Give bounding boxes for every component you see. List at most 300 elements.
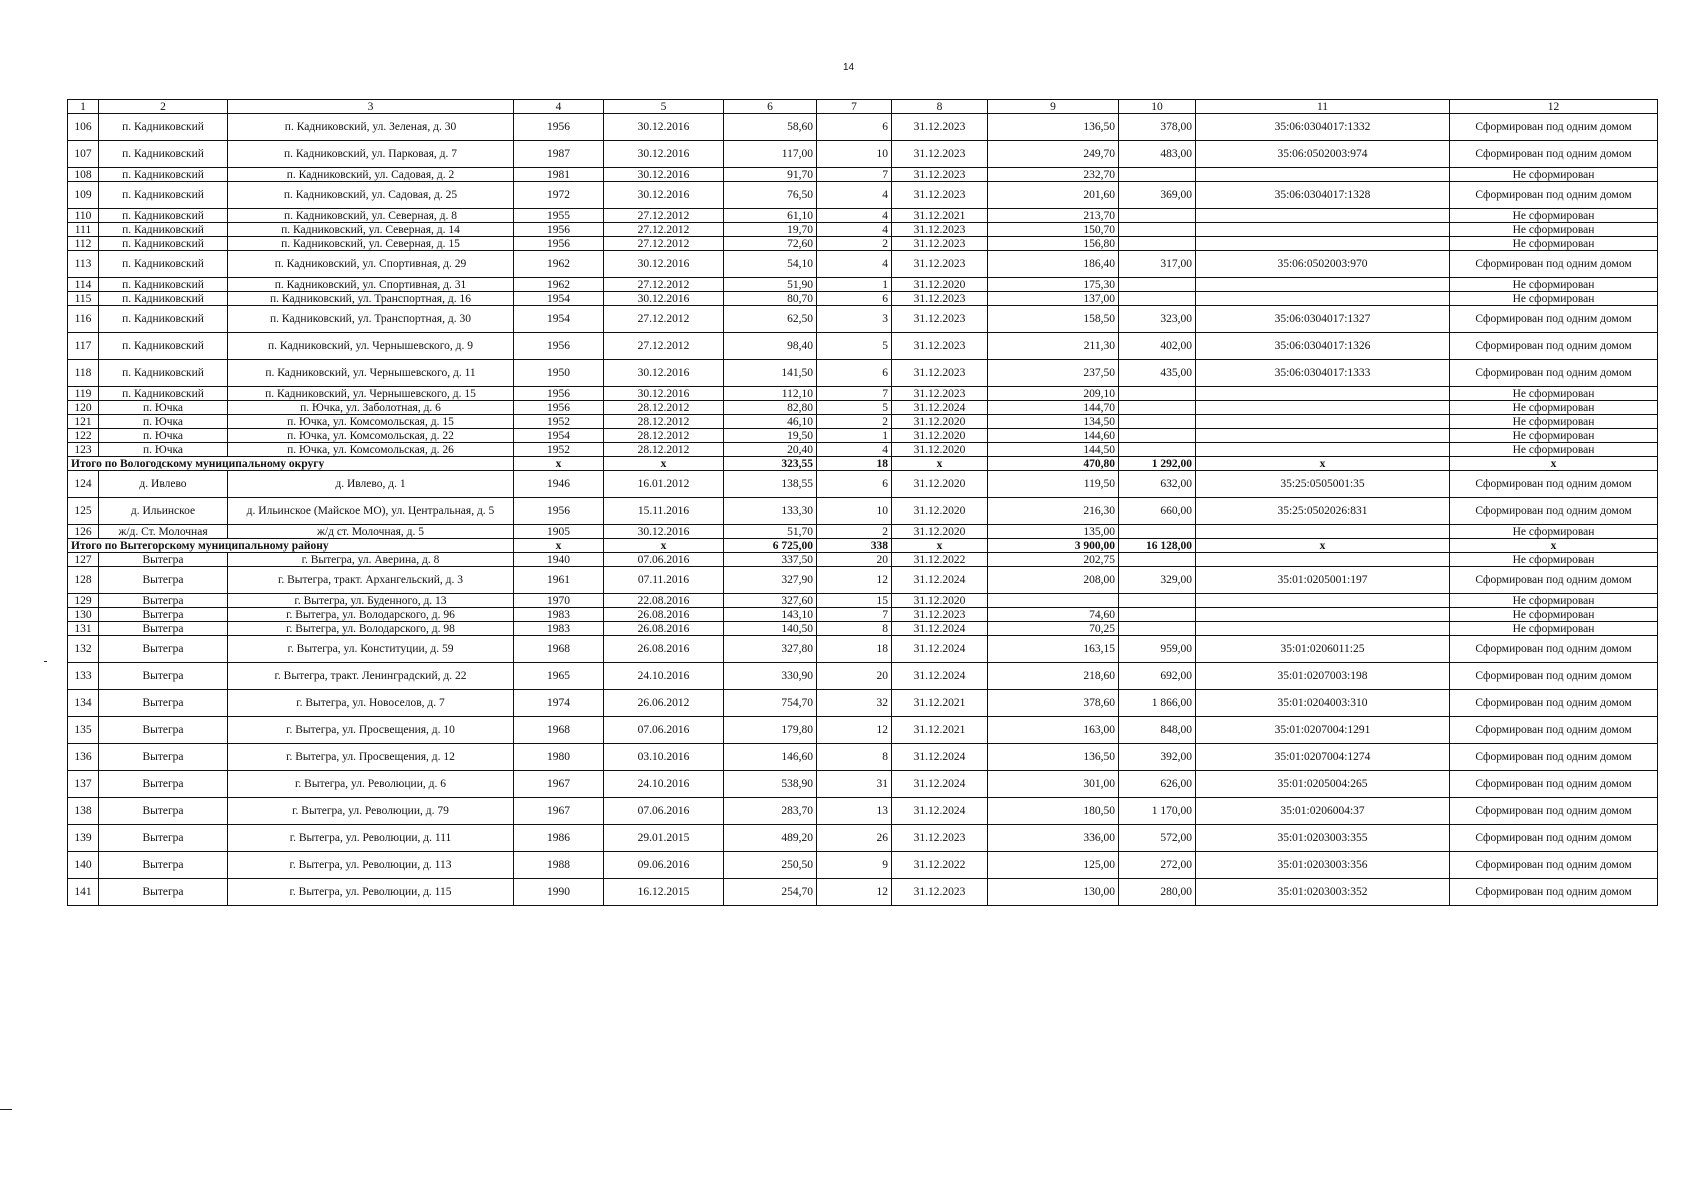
cell-build-year: 1946 (514, 471, 604, 498)
table-row (68, 825, 1658, 852)
table-row (68, 498, 1658, 525)
cell-plot-area (1119, 292, 1196, 306)
cell-row-number: 140 (68, 852, 99, 879)
cell-land-area: 136,50 (988, 744, 1119, 771)
cell-recognition-date: 26.08.2016 (604, 636, 724, 663)
cell-settlement: Вытегра (99, 852, 228, 879)
table-row (68, 209, 1658, 223)
cell-land-area: 125,00 (988, 852, 1119, 879)
cell-area: 62,50 (724, 306, 817, 333)
cell-recognition-date: 16.12.2015 (604, 879, 724, 906)
subtotal-cell-residents: 338 (817, 539, 892, 553)
cell-row-number: 133 (68, 663, 99, 690)
cell-row-number: 139 (68, 825, 99, 852)
cell-settlement: Вытегра (99, 553, 228, 567)
scan-mark (44, 661, 47, 662)
cell-residents: 10 (817, 141, 892, 168)
cell-plot-status: Сформирован под одним домом (1450, 360, 1658, 387)
cell-build-year: 1950 (514, 360, 604, 387)
subtotal-cell-build-year: x (514, 539, 604, 553)
cell-resettlement-date: 31.12.2024 (892, 798, 988, 825)
cell-address: г. Вытегра, ул. Революции, д. 111 (228, 825, 514, 852)
cell-row-number: 126 (68, 525, 99, 539)
cell-plot-area: 660,00 (1119, 498, 1196, 525)
cell-recognition-date: 30.12.2016 (604, 525, 724, 539)
cell-address: п. Кадниковский, ул. Чернышевского, д. 9 (228, 333, 514, 360)
cell-settlement: п. Кадниковский (99, 182, 228, 209)
cell-address: ж/д ст. Молочная, д. 5 (228, 525, 514, 539)
cell-cadastral-number (1196, 401, 1450, 415)
registry-body (68, 100, 1658, 906)
cell-recognition-date: 28.12.2012 (604, 415, 724, 429)
cell-recognition-date: 28.12.2012 (604, 429, 724, 443)
cell-address: д. Ильинское (Майское МО), ул. Центральная, д. 5 (228, 498, 514, 525)
cell-plot-status: Не сформирован (1450, 553, 1658, 567)
cell-settlement: п. Кадниковский (99, 278, 228, 292)
cell-address: г. Вытегра, ул. Новоселов, д. 7 (228, 690, 514, 717)
cell-address: п. Кадниковский, ул. Северная, д. 14 (228, 223, 514, 237)
table-row (68, 594, 1658, 608)
cell-plot-status: Не сформирован (1450, 443, 1658, 457)
cell-resettlement-date: 31.12.2024 (892, 663, 988, 690)
cell-row-number: 118 (68, 360, 99, 387)
cell-land-area: 180,50 (988, 798, 1119, 825)
cell-residents: 12 (817, 567, 892, 594)
cell-address: п. Кадниковский, ул. Парковая, д. 7 (228, 141, 514, 168)
cell-plot-area: 329,00 (1119, 567, 1196, 594)
cell-recognition-date: 26.08.2016 (604, 608, 724, 622)
cell-residents: 7 (817, 387, 892, 401)
cell-plot-status: Сформирован под одним домом (1450, 771, 1658, 798)
subtotal-label: Итого по Вологодскому муниципальному округу (68, 457, 514, 471)
cell-settlement: д. Ивлево (99, 471, 228, 498)
cell-row-number: 123 (68, 443, 99, 457)
cell-cadastral-number: 35:01:0205004:265 (1196, 771, 1450, 798)
cell-address: п. Кадниковский, ул. Зеленая, д. 30 (228, 114, 514, 141)
cell-plot-area: 632,00 (1119, 471, 1196, 498)
cell-residents: 12 (817, 879, 892, 906)
cell-recognition-date: 07.11.2016 (604, 567, 724, 594)
cell-settlement: п. Кадниковский (99, 237, 228, 251)
cell-recognition-date: 30.12.2016 (604, 360, 724, 387)
cell-land-area: 144,70 (988, 401, 1119, 415)
cell-resettlement-date: 31.12.2020 (892, 525, 988, 539)
cell-residents: 1 (817, 429, 892, 443)
cell-recognition-date: 27.12.2012 (604, 209, 724, 223)
cell-build-year: 1988 (514, 852, 604, 879)
cell-resettlement-date: 31.12.2023 (892, 292, 988, 306)
subtotal-cell-recognition-date: x (604, 457, 724, 471)
cell-address: г. Вытегра, ул. Володарского, д. 98 (228, 622, 514, 636)
cell-recognition-date: 24.10.2016 (604, 663, 724, 690)
cell-settlement: п. Кадниковский (99, 141, 228, 168)
cell-land-area: 202,75 (988, 553, 1119, 567)
cell-resettlement-date: 31.12.2020 (892, 278, 988, 292)
table-row (68, 567, 1658, 594)
cell-resettlement-date: 31.12.2023 (892, 333, 988, 360)
cell-resettlement-date: 31.12.2023 (892, 360, 988, 387)
cell-cadastral-number: 35:25:0502026:831 (1196, 498, 1450, 525)
cell-settlement: п. Кадниковский (99, 209, 228, 223)
cell-plot-area: 692,00 (1119, 663, 1196, 690)
cell-plot-area (1119, 525, 1196, 539)
cell-area: 91,70 (724, 168, 817, 182)
cell-cadastral-number: 35:06:0502003:974 (1196, 141, 1450, 168)
cell-build-year: 1968 (514, 636, 604, 663)
cell-plot-status: Сформирован под одним домом (1450, 798, 1658, 825)
cell-row-number: 128 (68, 567, 99, 594)
cell-residents: 6 (817, 471, 892, 498)
cell-address: п. Кадниковский, ул. Спортивная, д. 29 (228, 251, 514, 278)
subtotal-cell-area: 323,55 (724, 457, 817, 471)
cell-settlement: Вытегра (99, 636, 228, 663)
cell-cadastral-number (1196, 415, 1450, 429)
table-row (68, 744, 1658, 771)
cell-residents: 4 (817, 182, 892, 209)
cell-plot-area (1119, 553, 1196, 567)
cell-land-area: 378,60 (988, 690, 1119, 717)
cell-address: г. Вытегра, ул. Конституции, д. 59 (228, 636, 514, 663)
cell-address: д. Ивлево, д. 1 (228, 471, 514, 498)
cell-land-area (988, 594, 1119, 608)
cell-plot-status: Не сформирован (1450, 429, 1658, 443)
cell-row-number: 121 (68, 415, 99, 429)
cell-build-year: 1952 (514, 415, 604, 429)
cell-build-year: 1986 (514, 825, 604, 852)
cell-plot-area: 317,00 (1119, 251, 1196, 278)
cell-residents: 7 (817, 168, 892, 182)
cell-plot-area: 572,00 (1119, 825, 1196, 852)
cell-recognition-date: 03.10.2016 (604, 744, 724, 771)
cell-plot-status: Не сформирован (1450, 401, 1658, 415)
cell-residents: 10 (817, 498, 892, 525)
cell-area: 112,10 (724, 387, 817, 401)
cell-settlement: п. Кадниковский (99, 292, 228, 306)
cell-build-year: 1956 (514, 237, 604, 251)
cell-recognition-date: 26.06.2012 (604, 690, 724, 717)
cell-row-number: 116 (68, 306, 99, 333)
cell-build-year: 1965 (514, 663, 604, 690)
cell-residents: 9 (817, 852, 892, 879)
table-row (68, 387, 1658, 401)
cell-cadastral-number: 35:01:0206011:25 (1196, 636, 1450, 663)
cell-settlement: Вытегра (99, 690, 228, 717)
cell-land-area: 70,25 (988, 622, 1119, 636)
cell-residents: 13 (817, 798, 892, 825)
cell-plot-area: 369,00 (1119, 182, 1196, 209)
cell-resettlement-date: 31.12.2023 (892, 879, 988, 906)
cell-build-year: 1955 (514, 209, 604, 223)
cell-resettlement-date: 31.12.2023 (892, 825, 988, 852)
table-row (68, 525, 1658, 539)
cell-plot-status: Сформирован под одним домом (1450, 306, 1658, 333)
cell-row-number: 132 (68, 636, 99, 663)
cell-settlement: Вытегра (99, 744, 228, 771)
cell-resettlement-date: 31.12.2023 (892, 223, 988, 237)
cell-resettlement-date: 31.12.2020 (892, 429, 988, 443)
cell-plot-area (1119, 401, 1196, 415)
cell-plot-area: 483,00 (1119, 141, 1196, 168)
column-header: 10 (1119, 100, 1196, 114)
cell-row-number: 117 (68, 333, 99, 360)
cell-residents: 4 (817, 251, 892, 278)
cell-resettlement-date: 31.12.2024 (892, 567, 988, 594)
cell-row-number: 113 (68, 251, 99, 278)
cell-recognition-date: 24.10.2016 (604, 771, 724, 798)
cell-cadastral-number: 35:01:0206004:37 (1196, 798, 1450, 825)
cell-cadastral-number (1196, 292, 1450, 306)
column-header: 6 (724, 100, 817, 114)
cell-resettlement-date: 31.12.2024 (892, 636, 988, 663)
cell-address: г. Вытегра, ул. Революции, д. 113 (228, 852, 514, 879)
cell-cadastral-number (1196, 237, 1450, 251)
cell-plot-area: 1 866,00 (1119, 690, 1196, 717)
subtotal-cell-cadastral-number: x (1196, 457, 1450, 471)
cell-plot-status: Не сформирован (1450, 415, 1658, 429)
cell-resettlement-date: 31.12.2023 (892, 114, 988, 141)
cell-address: п. Кадниковский, ул. Садовая, д. 2 (228, 168, 514, 182)
column-header: 1 (68, 100, 99, 114)
cell-resettlement-date: 31.12.2023 (892, 237, 988, 251)
cell-residents: 4 (817, 209, 892, 223)
table-row (68, 141, 1658, 168)
cell-cadastral-number: 35:06:0304017:1328 (1196, 182, 1450, 209)
cell-area: 19,70 (724, 223, 817, 237)
cell-land-area: 130,00 (988, 879, 1119, 906)
subtotal-cell-residents: 18 (817, 457, 892, 471)
cell-recognition-date: 09.06.2016 (604, 852, 724, 879)
cell-plot-area: 848,00 (1119, 717, 1196, 744)
table-row (68, 360, 1658, 387)
cell-address: п. Кадниковский, ул. Северная, д. 15 (228, 237, 514, 251)
cell-plot-status: Сформирован под одним домом (1450, 251, 1658, 278)
table-row (68, 168, 1658, 182)
cell-recognition-date: 29.01.2015 (604, 825, 724, 852)
cell-recognition-date: 27.12.2012 (604, 333, 724, 360)
cell-cadastral-number: 35:01:0203003:356 (1196, 852, 1450, 879)
cell-recognition-date: 30.12.2016 (604, 292, 724, 306)
cell-residents: 5 (817, 333, 892, 360)
table-row (68, 663, 1658, 690)
column-header: 4 (514, 100, 604, 114)
cell-resettlement-date: 31.12.2020 (892, 443, 988, 457)
cell-residents: 20 (817, 663, 892, 690)
subtotal-cell-build-year: x (514, 457, 604, 471)
cell-plot-area (1119, 429, 1196, 443)
cell-plot-area: 378,00 (1119, 114, 1196, 141)
cell-area: 76,50 (724, 182, 817, 209)
cell-row-number: 138 (68, 798, 99, 825)
cell-area: 58,60 (724, 114, 817, 141)
cell-build-year: 1956 (514, 114, 604, 141)
cell-cadastral-number (1196, 278, 1450, 292)
cell-plot-area (1119, 622, 1196, 636)
cell-build-year: 1954 (514, 306, 604, 333)
cell-plot-status: Сформирован под одним домом (1450, 663, 1658, 690)
cell-plot-area: 402,00 (1119, 333, 1196, 360)
cell-row-number: 131 (68, 622, 99, 636)
cell-land-area: 211,30 (988, 333, 1119, 360)
cell-recognition-date: 07.06.2016 (604, 798, 724, 825)
table-row (68, 622, 1658, 636)
column-header: 7 (817, 100, 892, 114)
cell-land-area: 136,50 (988, 114, 1119, 141)
cell-row-number: 130 (68, 608, 99, 622)
cell-area: 283,70 (724, 798, 817, 825)
cell-area: 72,60 (724, 237, 817, 251)
cell-area: 54,10 (724, 251, 817, 278)
cell-plot-area (1119, 223, 1196, 237)
cell-land-area: 163,00 (988, 717, 1119, 744)
cell-land-area: 158,50 (988, 306, 1119, 333)
cell-build-year: 1987 (514, 141, 604, 168)
cell-land-area: 209,10 (988, 387, 1119, 401)
cell-plot-status: Не сформирован (1450, 292, 1658, 306)
cell-land-area: 301,00 (988, 771, 1119, 798)
cell-settlement: п. Ючка (99, 443, 228, 457)
cell-plot-area: 323,00 (1119, 306, 1196, 333)
cell-land-area: 175,30 (988, 278, 1119, 292)
cell-address: г. Вытегра, тракт. Ленинградский, д. 22 (228, 663, 514, 690)
cell-build-year: 1954 (514, 292, 604, 306)
cell-row-number: 119 (68, 387, 99, 401)
cell-plot-area: 435,00 (1119, 360, 1196, 387)
cell-plot-status: Не сформирован (1450, 387, 1658, 401)
table-row (68, 292, 1658, 306)
cell-residents: 6 (817, 114, 892, 141)
cell-build-year: 1962 (514, 251, 604, 278)
cell-area: 538,90 (724, 771, 817, 798)
cell-land-area: 232,70 (988, 168, 1119, 182)
cell-plot-area (1119, 237, 1196, 251)
cell-build-year: 1956 (514, 498, 604, 525)
cell-address: п. Кадниковский, ул. Спортивная, д. 31 (228, 278, 514, 292)
column-header: 5 (604, 100, 724, 114)
column-header: 3 (228, 100, 514, 114)
subtotal-cell-recognition-date: x (604, 539, 724, 553)
cell-build-year: 1967 (514, 771, 604, 798)
cell-resettlement-date: 31.12.2020 (892, 594, 988, 608)
cell-land-area: 156,80 (988, 237, 1119, 251)
cell-area: 489,20 (724, 825, 817, 852)
cell-land-area: 216,30 (988, 498, 1119, 525)
cell-residents: 18 (817, 636, 892, 663)
registry-table (67, 99, 1658, 906)
cell-area: 19,50 (724, 429, 817, 443)
cell-address: г. Вытегра, ул. Революции, д. 79 (228, 798, 514, 825)
cell-address: п. Кадниковский, ул. Садовая, д. 25 (228, 182, 514, 209)
cell-plot-status: Сформирован под одним домом (1450, 825, 1658, 852)
cell-build-year: 1972 (514, 182, 604, 209)
cell-build-year: 1980 (514, 744, 604, 771)
cell-resettlement-date: 31.12.2024 (892, 622, 988, 636)
cell-residents: 2 (817, 237, 892, 251)
cell-build-year: 1956 (514, 401, 604, 415)
cell-address: п. Ючка, ул. Комсомольская, д. 26 (228, 443, 514, 457)
cell-cadastral-number (1196, 209, 1450, 223)
cell-area: 133,30 (724, 498, 817, 525)
cell-address: п. Ючка, ул. Заболотная, д. 6 (228, 401, 514, 415)
cell-plot-area: 1 170,00 (1119, 798, 1196, 825)
cell-row-number: 107 (68, 141, 99, 168)
cell-build-year: 1983 (514, 608, 604, 622)
cell-plot-area: 272,00 (1119, 852, 1196, 879)
cell-settlement: п. Ючка (99, 401, 228, 415)
cell-plot-status: Не сформирован (1450, 278, 1658, 292)
cell-resettlement-date: 31.12.2023 (892, 306, 988, 333)
cell-address: г. Вытегра, ул. Революции, д. 6 (228, 771, 514, 798)
cell-settlement: Вытегра (99, 663, 228, 690)
cell-area: 179,80 (724, 717, 817, 744)
cell-area: 20,40 (724, 443, 817, 457)
cell-settlement: п. Кадниковский (99, 387, 228, 401)
cell-recognition-date: 30.12.2016 (604, 182, 724, 209)
cell-land-area: 135,00 (988, 525, 1119, 539)
cell-cadastral-number: 35:06:0304017:1333 (1196, 360, 1450, 387)
table-row (68, 429, 1658, 443)
cell-plot-status: Не сформирован (1450, 594, 1658, 608)
cell-build-year: 1961 (514, 567, 604, 594)
cell-plot-area: 392,00 (1119, 744, 1196, 771)
cell-plot-status: Сформирован под одним домом (1450, 879, 1658, 906)
cell-land-area: 249,70 (988, 141, 1119, 168)
cell-plot-area (1119, 209, 1196, 223)
table-row (68, 333, 1658, 360)
cell-cadastral-number: 35:06:0304017:1326 (1196, 333, 1450, 360)
cell-residents: 15 (817, 594, 892, 608)
cell-area: 250,50 (724, 852, 817, 879)
cell-address: п. Кадниковский, ул. Северная, д. 8 (228, 209, 514, 223)
cell-residents: 4 (817, 223, 892, 237)
cell-cadastral-number: 35:01:0207003:198 (1196, 663, 1450, 690)
cell-area: 337,50 (724, 553, 817, 567)
cell-cadastral-number: 35:01:0203003:355 (1196, 825, 1450, 852)
cell-recognition-date: 16.01.2012 (604, 471, 724, 498)
cell-plot-area (1119, 443, 1196, 457)
table-row (68, 608, 1658, 622)
cell-row-number: 125 (68, 498, 99, 525)
subtotal-cell-cadastral-number: x (1196, 539, 1450, 553)
cell-recognition-date: 30.12.2016 (604, 387, 724, 401)
cell-settlement: ж/д. Ст. Молочная (99, 525, 228, 539)
cell-row-number: 110 (68, 209, 99, 223)
cell-resettlement-date: 31.12.2021 (892, 717, 988, 744)
cell-land-area: 163,15 (988, 636, 1119, 663)
cell-row-number: 112 (68, 237, 99, 251)
cell-residents: 1 (817, 278, 892, 292)
cell-address: г. Вытегра, тракт. Архангельский, д. 3 (228, 567, 514, 594)
cell-address: п. Ючка, ул. Комсомольская, д. 22 (228, 429, 514, 443)
cell-address: п. Кадниковский, ул. Чернышевского, д. 11 (228, 360, 514, 387)
cell-area: 330,90 (724, 663, 817, 690)
cell-cadastral-number (1196, 429, 1450, 443)
cell-residents: 26 (817, 825, 892, 852)
cell-plot-area: 280,00 (1119, 879, 1196, 906)
table-row (68, 182, 1658, 209)
subtotal-cell-plot-status: x (1450, 457, 1658, 471)
subtotal-cell-plot-area: 16 128,00 (1119, 539, 1196, 553)
subtotal-cell-plot-area: 1 292,00 (1119, 457, 1196, 471)
cell-residents: 6 (817, 360, 892, 387)
cell-address: п. Кадниковский, ул. Транспортная, д. 30 (228, 306, 514, 333)
cell-plot-area (1119, 278, 1196, 292)
cell-area: 327,60 (724, 594, 817, 608)
cell-land-area: 336,00 (988, 825, 1119, 852)
cell-cadastral-number (1196, 608, 1450, 622)
cell-plot-status: Сформирован под одним домом (1450, 717, 1658, 744)
cell-resettlement-date: 31.12.2023 (892, 168, 988, 182)
cell-resettlement-date: 31.12.2020 (892, 415, 988, 429)
